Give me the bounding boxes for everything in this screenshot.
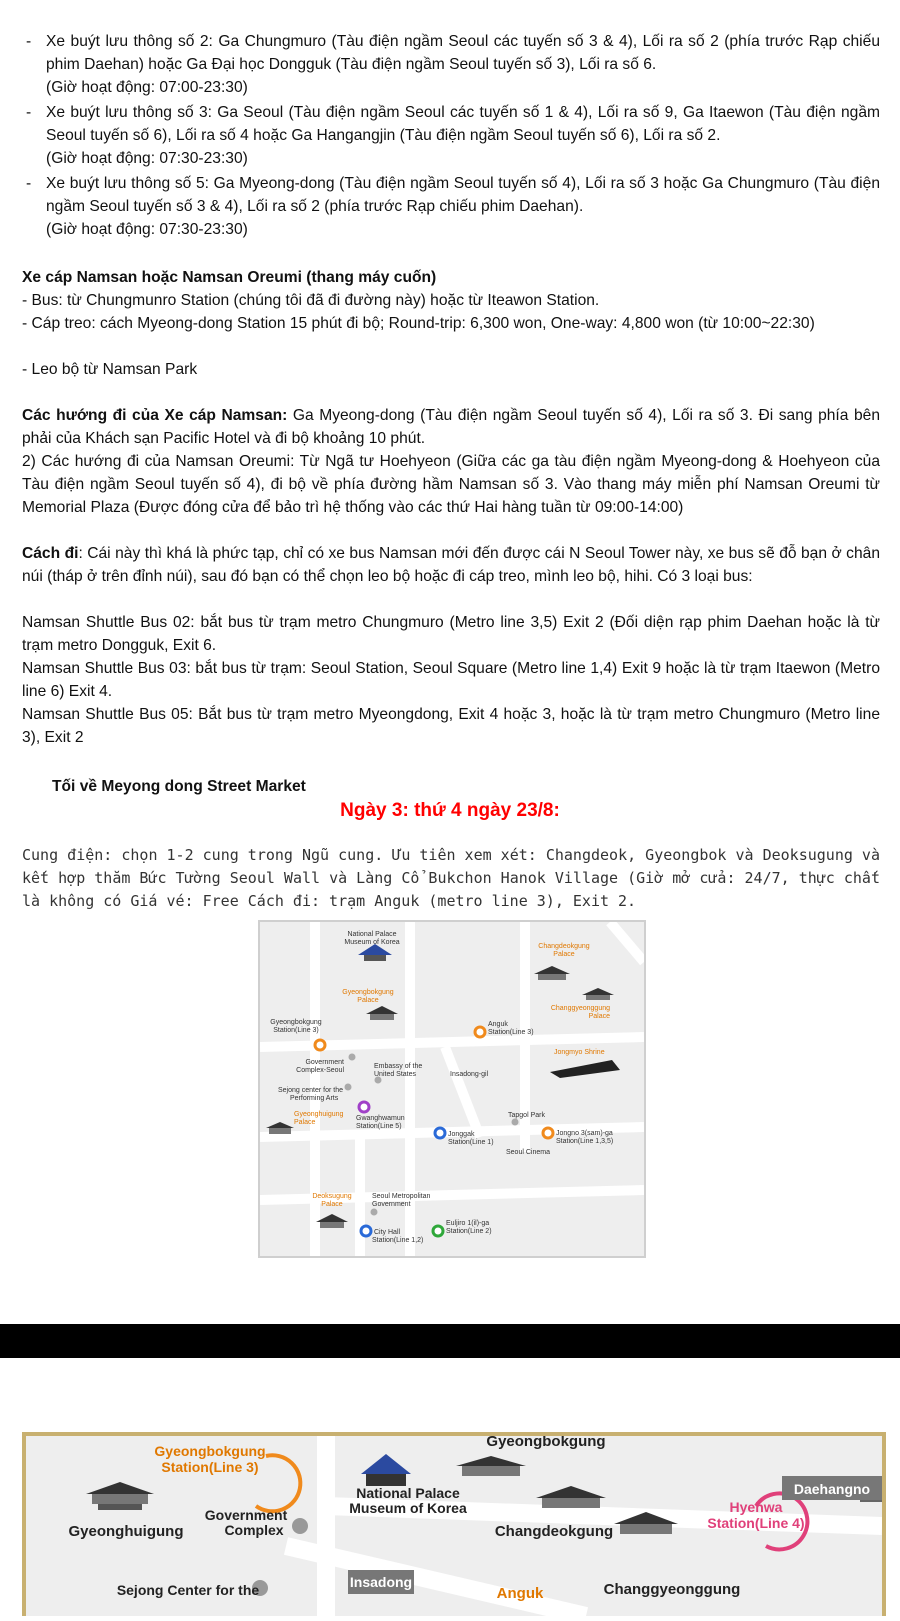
svg-text:Government <box>205 1507 288 1523</box>
shuttle-5-text: Xe buýt lưu thông số 5: Ga Myeong-dong (Tàu điện ngầm Seoul tuyến số 4), Lối ra số 3 hoặc Ga Chungmuro (Tàu điện ngầm Seoul tuyến số 3 & 4), Lối ra số 2 (phía trước Rạp chiếu phim Daehan). <box>46 175 880 215</box>
cable-line-walk: - Leo bộ từ Namsan Park <box>22 361 198 378</box>
gyeongbok-station-ring <box>256 1455 300 1511</box>
svg-text:Station(Line 3) <box>273 1027 319 1034</box>
map2-insadong: Insadong <box>349 1574 413 1590</box>
map2-gov-l1: Government <box>204 1507 288 1523</box>
map2-gov-l2: Complex <box>224 1522 284 1538</box>
shuttle-item-5 <box>22 172 880 241</box>
map1-museum-l2: Museum of Korea <box>344 939 400 946</box>
svg-text:Station(Line 1) <box>448 1139 494 1146</box>
deoksu-pagoda-icon <box>316 1214 348 1222</box>
svg-text:Palace <box>589 1013 611 1020</box>
svg-text:Gwanghwamun <box>356 1115 405 1122</box>
bus-03: Namsan Shuttle Bus 03: bắt bus từ trạm: Seoul Station, Seoul Square (Metro line 1,4) Exit 9 hoặc là từ trạm Itaewon (Metro line 6) Exit 4. <box>22 660 880 700</box>
svg-text:Embassy of the <box>374 1063 422 1070</box>
map1-changdeok-l2: Palace <box>553 951 575 958</box>
map1-changgyeong-l1: Changgyeonggung <box>550 1005 610 1012</box>
map1-sejong-l2: Performing Arts <box>290 1095 339 1102</box>
map1-smg-l1: Seoul Metropolitan <box>372 1193 431 1200</box>
map2-changgyeong: Changgyeonggung <box>603 1581 741 1598</box>
svg-text:Sejong center for the <box>278 1087 343 1094</box>
svg-text:Palace <box>357 997 379 1004</box>
svg-text:National Palace <box>356 1485 460 1501</box>
map1-jongno3-l2: Station(Line 1,3,5) <box>556 1138 614 1145</box>
map2-museum-l2: Museum of Korea <box>349 1500 467 1516</box>
svg-text:Palace <box>294 1119 316 1126</box>
svg-text:Gyeongbokgung <box>342 989 393 996</box>
directions-text: Ga Myeong-dong (Tàu điện ngầm Seoul tuyến số 4), Lối ra số 3. Đi sang phía bên phải của Khách sạn Pacific Hotel và đi bộ khoảng 10 phút. <box>22 407 880 447</box>
svg-text:United States <box>374 1071 417 1078</box>
cityhall-station-marker <box>361 1226 371 1236</box>
shuttle-3-hours: (Giờ hoạt động: 07:30-23:30) <box>46 150 248 167</box>
map1-jonggak-l1: Jonggak <box>448 1131 475 1138</box>
svg-text:Palace <box>321 1201 343 1208</box>
map1-museum-l1: National Palace <box>347 931 397 938</box>
map2-gyeongbok: Gyeongbokgung <box>486 1436 606 1450</box>
svg-text:Palace <box>553 951 575 958</box>
svg-text:Gyeongbokgung <box>154 1443 265 1459</box>
svg-text:Changdeokgung <box>538 943 589 950</box>
map1-changgyeong-l2: Palace <box>588 1013 610 1020</box>
museum-icon <box>361 1454 411 1474</box>
svg-text:Performing Arts <box>290 1095 339 1102</box>
svg-text:Gyeonghuigung <box>294 1111 344 1118</box>
map1-gyeonghui-l1: Gyeonghuigung <box>294 1111 344 1118</box>
map1-gwanghwamun-l2: Station(Line 5) <box>356 1123 402 1130</box>
map1-jonggak-l2: Station(Line 1) <box>448 1139 494 1146</box>
svg-text:City Hall <box>374 1229 401 1236</box>
shuttle-2-hours: (Giờ hoạt động: 07:00-23:30) <box>46 79 248 96</box>
svg-text:Museum of Korea <box>344 939 399 946</box>
map1-sejong-l1: Sejong center for the <box>278 1087 343 1094</box>
day3-title: Ngày 3: thứ 4 ngày 23/8: <box>340 800 560 821</box>
map2-gbs-l1: Gyeongbokgung <box>154 1443 266 1459</box>
cable-line-bus: - Bus: từ Chungmunro Station (chúng tôi đã đi đường này) hoặc từ Iteawon Station. <box>22 292 600 309</box>
shuttle-5-hours: (Giờ hoạt động: 07:30-23:30) <box>46 221 248 238</box>
map1-euljiro-l1: Euljiro 1(il)-ga <box>446 1220 490 1227</box>
shuttle-item-3 <box>22 101 880 170</box>
palace-map-large <box>22 1432 886 1616</box>
svg-text:Station(Line 5) <box>356 1123 402 1130</box>
svg-text:Hyehwa <box>730 1499 783 1515</box>
map1-gyeongbok-l2: Palace <box>357 997 379 1004</box>
map1-jongno3-l1: Jongno 3(sam)-ga <box>556 1130 613 1137</box>
map1-gbs-l1: Gyeongbokgung <box>270 1019 322 1026</box>
jongno3-station-marker <box>543 1128 553 1138</box>
evening-heading: Tối về Meyong dong Street Market <box>52 778 306 795</box>
svg-text:Euljiro 1(il)-ga <box>446 1220 489 1227</box>
directions-oreumi: 2) Các hướng đi của Namsan Oreumi: Từ Ngã tư Hoehyeon (Giữa các ga tàu điện ngầm Myeong-dong & Hoehyeon của Tàu điện ngầm Seoul tuyến số 4), đi bộ về phía đường hầm Namsan số 3. Vào thang máy miễn phí Namsan Oreumi từ Memorial Plaza (Được đóng cửa để bảo trì hệ thống vào các thứ Hai hàng tuần từ 09:00-14:00) <box>22 453 880 516</box>
black-divider-bar <box>0 1324 900 1358</box>
map2-gbs-l2: Station(Line 3) <box>161 1459 259 1475</box>
map2-changdeok: Changdeokgung <box>494 1523 614 1540</box>
map1-deoksu-l1: Deoksugung <box>312 1193 352 1200</box>
shuttle-3-text: Xe buýt lưu thông số 3: Ga Seoul (Tàu điện ngầm Seoul các tuyến số 1 & 4), Lối ra số 9, Ga Itaewon (Tàu điện ngầm Seoul tuyến số 6), Lối ra số 4 hoặc Ga Hangangjin (Tàu điện ngầm Seoul tuyến số 6), Lối ra số 2. <box>46 104 880 144</box>
cable-heading: Xe cáp Namsan hoặc Namsan Oreumi (thang máy cuốn) <box>22 269 437 286</box>
howto-text: : Cái này thì khá là phức tạp, chỉ có xe bus Namsan mới đến được cái N Seoul Tower này, xe bus sẽ đỗ bạn ở chân núi (tháp ở trên đỉnh núi), sau đó bạn có thể chọn leo bộ hoặc đi cáp treo, mình leo bộ, hihi. Có 3 loại bus: <box>22 545 880 585</box>
anguk-station-marker <box>475 1027 485 1037</box>
map1-anguk-l2: Station(Line 3) <box>488 1029 534 1036</box>
map1-tapgol: Tapgol Park <box>508 1112 545 1119</box>
svg-text:Government <box>372 1201 411 1208</box>
map-small-svg <box>260 922 644 1256</box>
map1-changdeok-l1: Changdeokgung <box>538 943 590 950</box>
svg-text:Gyeongbokgung <box>270 1019 321 1026</box>
bus-05: Namsan Shuttle Bus 05: Bắt bus từ trạm metro Myeongdong, Exit 4 hoặc 3, hoặc là từ trạm metro Chungmuro (Metro line 3), Exit 2 <box>22 706 880 746</box>
map1-gyeongbok-l1: Gyeongbokgung <box>342 989 394 996</box>
shuttle-2-text: Xe buýt lưu thông số 2: Ga Chungmuro (Tàu điện ngầm Seoul các tuyến số 3 & 4), Lối ra số 2 (phía trước Rạp chiếu phim Daehan) hoặc Ga Đại học Dongguk (Tàu điện ngầm Seoul tuyến số 3), Lối ra số 6. <box>46 33 880 73</box>
jonggak-station-marker <box>435 1128 445 1138</box>
svg-text:Museum of Korea <box>349 1500 467 1516</box>
svg-text:Station(Line 3) <box>488 1029 534 1036</box>
gyeonghui-pagoda-icon <box>266 1122 294 1128</box>
changdeok-pagoda-icon <box>534 966 570 974</box>
svg-text:Station(Line 1,2) <box>372 1237 423 1244</box>
map1-euljiro-l2: Station(Line 2) <box>446 1228 492 1235</box>
map1-embassy-l2: United States <box>374 1071 417 1078</box>
bus-02: Namsan Shuttle Bus 02: bắt bus từ trạm metro Chungmuro (Metro line 3,5) Exit 2 (Đối diện rạp phim Daehan hoặc là từ trạm metro Dongguk, Exit 6. <box>22 614 880 654</box>
map2-daehangno: Daehangno <box>793 1481 871 1497</box>
howto-paragraph <box>22 542 880 588</box>
shuttle-item-2 <box>22 30 880 99</box>
map1-anguk-l1: Anguk <box>488 1021 508 1028</box>
svg-text:Deoksugung <box>312 1193 351 1200</box>
map2-gyeonghui: Gyeonghuigung <box>68 1523 184 1540</box>
gyeongbok-pagoda-icon <box>366 1006 398 1014</box>
day3-text: Cung điện: chọn 1-2 cung trong Ngũ cung. Ưu tiên xem xét: Changdeok, Gyeongbok và Deoksugung và kết hợp thăm Bức Tường Seoul Wall và Làng Cổ Bukchon Hanok Village (Giờ mở cửa: 24/7, thực chất là không có Giá vé: Free Cách đi: trạm Anguk (metro line 3), Exit 2. <box>22 846 880 910</box>
howto-label: Cách đi <box>22 545 79 562</box>
directions-paragraph <box>22 404 880 450</box>
map1-jongmyo: Jongmyo Shrine <box>554 1049 605 1056</box>
map1-gov-l1: Government <box>305 1059 344 1066</box>
gwanghwamun-station-marker <box>359 1102 369 1112</box>
map1-gbs-l2: Station(Line 3) <box>273 1027 319 1034</box>
map1-deoksu-l2: Palace <box>321 1201 343 1208</box>
gyeongbok-station-marker <box>315 1040 325 1050</box>
svg-text:Station(Line 3) <box>161 1459 258 1475</box>
svg-text:Anguk <box>488 1021 508 1028</box>
map2-sejong: Sejong Center for the <box>116 1582 260 1598</box>
svg-text:Station(Line 4) <box>707 1515 804 1531</box>
map1-embassy-l1: Embassy of the <box>374 1063 423 1070</box>
map1-cityhall-l1: City Hall <box>374 1229 401 1236</box>
svg-text:National Palace <box>347 931 396 938</box>
svg-text:Seoul Metropolitan <box>372 1193 430 1200</box>
map2-hyehwa-l2: Station(Line 4) <box>707 1515 805 1531</box>
map1-gov-l2: Complex-Seoul <box>296 1067 344 1074</box>
map-large-svg <box>26 1436 882 1616</box>
svg-text:Complex <box>224 1522 283 1538</box>
map1-smg-l2: Government <box>372 1201 411 1208</box>
map1-insadong: Insadong-gil <box>450 1071 489 1078</box>
svg-text:Station(Line 1,3,5) <box>556 1138 613 1145</box>
svg-text:Station(Line 2) <box>446 1228 492 1235</box>
svg-text:Changgyeonggung <box>551 1005 610 1012</box>
gov-dot <box>292 1518 308 1534</box>
map2-anguk: Anguk <box>496 1585 544 1602</box>
palace-map-small <box>258 920 646 1258</box>
jongmyo-shrine-icon <box>550 1060 620 1078</box>
changdeok-pagoda-icon <box>536 1486 606 1498</box>
directions-label: Các hướng đi của Xe cáp Namsan: <box>22 407 288 424</box>
map2-hyehwa-l1: Hyehwa <box>729 1499 783 1515</box>
bullet-dash: - <box>26 104 32 121</box>
svg-text:Government <box>305 1059 344 1066</box>
bullet-dash: - <box>26 33 32 50</box>
map2-museum-l1: National Palace <box>356 1485 460 1501</box>
svg-text:Complex-Seoul <box>296 1067 344 1074</box>
map1-cinema: Seoul Cinema <box>506 1149 550 1156</box>
map1-cityhall-l2: Station(Line 1,2) <box>372 1237 424 1244</box>
map1-gwanghwamun-l1: Gwanghwamun <box>356 1115 405 1122</box>
cable-line-car: - Cáp treo: cách Myeong-dong Station 15 phút đi bộ; Round-trip: 6,300 won, One-way: 4,800 won (từ 10:00~22:30) <box>22 315 815 332</box>
euljiro-station-marker <box>433 1226 443 1236</box>
bullet-dash: - <box>26 175 32 192</box>
svg-text:Jonggak <box>448 1131 475 1138</box>
gyeonghui-pagoda-icon <box>86 1482 154 1494</box>
map1-gyeonghui-l2: Palace <box>294 1119 316 1126</box>
svg-text:Jongno 3(sam)-ga <box>556 1130 613 1137</box>
museum-base-icon <box>364 955 386 961</box>
changgyeong-pagoda-icon <box>582 988 614 995</box>
gyeongbok-pagoda-icon <box>456 1456 526 1466</box>
